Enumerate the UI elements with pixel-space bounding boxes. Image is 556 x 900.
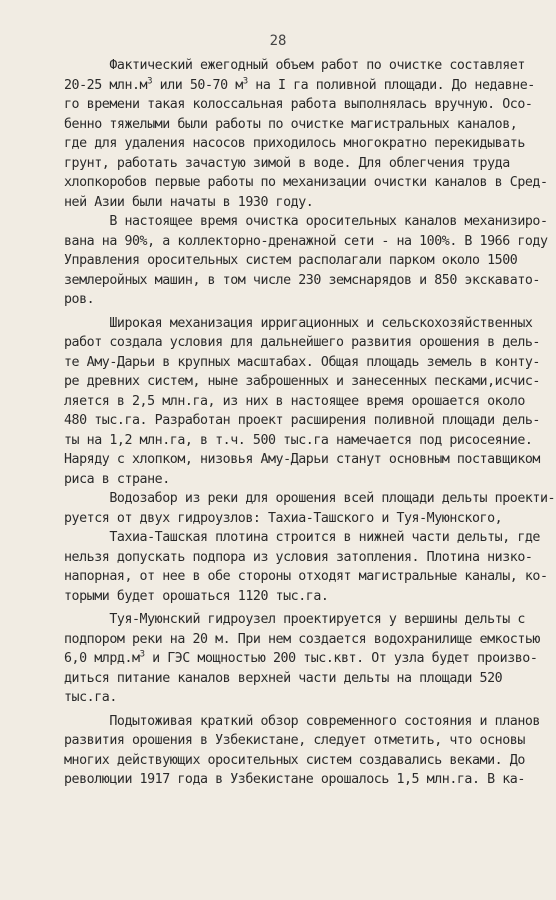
text-line: ляется в 2,5 млн.га, из них в настоящее время орошается около bbox=[64, 393, 525, 409]
text-line: революции 1917 года в Узбекистане орошалось 1,5 млн.га. В ка- bbox=[64, 772, 525, 787]
text-line: 480 тыс.га. Разработан проект расширения поливной площади дель- bbox=[64, 413, 540, 428]
text-line: го времени такая колоссальная работа выполнялась вручную. Осо- bbox=[64, 97, 533, 112]
paragraph bbox=[64, 489, 556, 528]
text-line: ты на 1,2 млн.га, в т.ч. 500 тыс.га намечается под рисосеяние. bbox=[64, 432, 533, 448]
text-line: подпором реки на 20 м. При нем создается водохранилище емкостью bbox=[64, 631, 540, 647]
text-line: В настоящее время очистка оросительных каналов механизиро- bbox=[64, 214, 548, 229]
paragraph bbox=[64, 528, 548, 606]
text-line: Фактический ежегодный объем работ по очистке составляет bbox=[64, 58, 525, 73]
text-line bbox=[64, 649, 538, 669]
paragraph bbox=[64, 610, 540, 708]
text-segment: и ГЭС мощностью 200 тыс.квт. От узла будет произво- bbox=[144, 651, 538, 666]
text-line: Наряду с хлопком, низовья Аму-Дарьи станут основным поставщиком bbox=[64, 452, 540, 467]
text-line: бенно тяжелыми были работы по очистке магистральных каналов, bbox=[64, 116, 518, 132]
text-line: те Аму-Дарьи в крупных масштабах. Общая площадь земель в конту- bbox=[64, 354, 540, 370]
text-line: ней Азии были начаты в 1930 году. bbox=[64, 194, 314, 210]
text-line: руется от двух гидроузлов: Тахиа-Ташского и Туя-Муюнского, bbox=[64, 510, 503, 526]
text-line: диться питание каналов верхней части дельты на площади 520 bbox=[64, 670, 503, 686]
text-line: ров. bbox=[64, 292, 95, 307]
text-line: Подытоживая краткий обзор современного состояния и планов bbox=[64, 713, 540, 729]
text-segment: 20-25 млн.м bbox=[64, 77, 148, 93]
text-segment: на I га поливной площади. До недавне- bbox=[247, 77, 535, 93]
text-line: землеройных машин, в том числе 230 земснарядов и 850 экскавато- bbox=[64, 272, 540, 288]
text-line: Широкая механизация ирригационных и сельскохозяйственных bbox=[64, 315, 533, 331]
text-line: грунт, работать зачастую зимой в воде. Для облегчения труда bbox=[64, 155, 510, 171]
text-line: развития орошения в Узбекистане, следует отметить, что основы bbox=[64, 733, 525, 748]
text-line bbox=[64, 76, 535, 96]
superscript: 3 bbox=[139, 649, 145, 660]
paragraph bbox=[64, 712, 540, 790]
paragraph bbox=[64, 314, 540, 490]
paragraph bbox=[64, 56, 548, 212]
text-line: Управления оросительных систем располагали парком около 1500 bbox=[64, 253, 518, 268]
text-line: напорная, от нее в обе стороны отходят магистральные каналы, ко- bbox=[64, 569, 548, 584]
text-line: где для удаления насосов приходилось многократно перекидывать bbox=[64, 136, 525, 151]
superscript: 3 bbox=[147, 76, 153, 87]
text-line: вана на 90%, а коллекторно-дренажной сети - на 100%. В 1966 году bbox=[64, 233, 548, 249]
text-segment: 6,0 млрд.м bbox=[64, 651, 140, 666]
paragraph bbox=[64, 212, 548, 310]
page-number: 28 bbox=[269, 33, 287, 49]
text-line: Водозабор из реки для орошения всей площади дельты проекти- bbox=[64, 491, 556, 506]
text-line: многих действующих оросительных систем создавались веками. До bbox=[64, 752, 525, 768]
text-line: риса в стране. bbox=[64, 471, 170, 487]
text-segment: или 50-70 м bbox=[152, 77, 243, 93]
superscript: 3 bbox=[242, 76, 248, 87]
text-line: хлопкоробов первые работы по механизации очистки каналов в Сред- bbox=[64, 175, 548, 190]
body-text bbox=[64, 56, 556, 790]
text-line: ре древних систем, ныне заброшенных и занесенных песками,исчис- bbox=[64, 374, 540, 389]
text-line: Туя-Муюнский гидроузел проектируется у вершины дельты с bbox=[64, 612, 525, 627]
text-line: тыс.га. bbox=[64, 690, 117, 705]
text-line: торыми будет орошаться 1120 тыс.га. bbox=[64, 588, 329, 604]
text-line: работ создала условия для дальнейшего развития орошения в дель- bbox=[64, 335, 540, 350]
text-line: нельзя допускать подпора из условия затопления. Плотина низко- bbox=[64, 549, 533, 565]
text-line: Тахиа-Ташская плотина строится в нижней части дельты, где bbox=[64, 530, 540, 545]
